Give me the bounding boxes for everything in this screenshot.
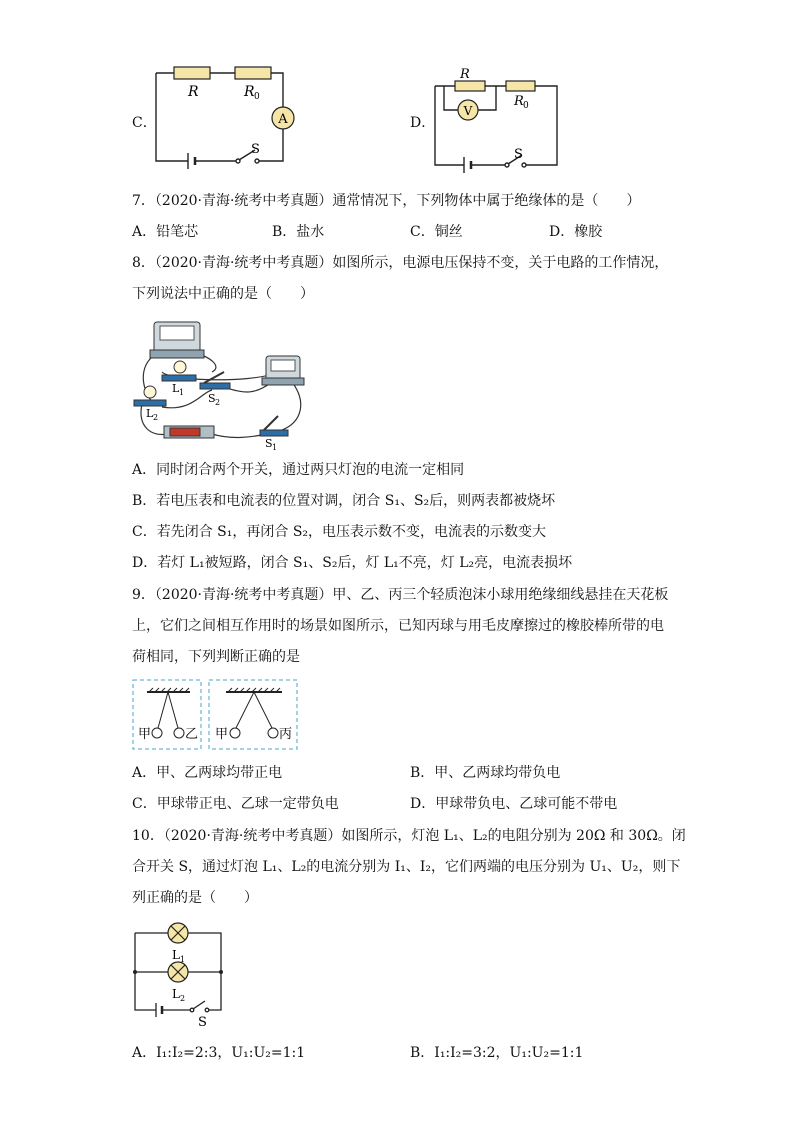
q10-option-b: B．I₁:I₂=3:2，U₁:U₂=1:1: [410, 1045, 584, 1061]
circuit-diagram-d: [430, 65, 565, 175]
label-bing: 丙: [279, 727, 293, 742]
ball-yi-icon: [174, 728, 184, 738]
resistor-r0: [235, 67, 271, 79]
resistor-r: [174, 67, 210, 79]
parallel-circuit-diagram: [132, 918, 232, 1028]
q9-stem-line1: 9．（2020·青海·统考中考真题）甲、乙、丙三个轻质泡沫小球用绝缘细线悬挂在天花板: [132, 587, 669, 603]
label-s1: S: [265, 437, 273, 450]
label-l2-sub: 2: [180, 994, 186, 1003]
q9-stem-line3: 荷相同，下列判断正确的是: [132, 649, 300, 665]
q7-option-a: A．铅笔芯: [132, 224, 199, 240]
switch-s1-icon: [260, 430, 288, 436]
q9-option-c: C．甲球带正电、乙球一定带负电: [132, 796, 339, 812]
lamp-l1-icon: [168, 923, 188, 943]
label-s1-sub: 1: [272, 443, 278, 452]
label-jia-left: 甲: [138, 727, 152, 742]
label-r: R: [188, 84, 199, 100]
hanging-balls-diagram: [132, 679, 302, 751]
ball-jia-icon: [152, 728, 162, 738]
label-switch-s: S: [198, 1015, 207, 1028]
q7-option-b: B．盐水: [272, 224, 325, 240]
voltmeter-label: V: [463, 104, 473, 118]
label-r0-sub: 0: [523, 101, 529, 111]
option-c-label: C．: [132, 115, 157, 131]
label-l1-sub: 1: [179, 388, 185, 397]
resistor-r0: [506, 81, 535, 91]
q10-stem-line2: 合开关 S，通过灯泡 L₁、L₂的电流分别为 I₁、I₂，它们两端的电压分别为 U₁、U₂，则下: [132, 859, 681, 875]
circuit-diagram-c: [150, 60, 310, 175]
q8-option-c: C．若先闭合 S₁，再闭合 S₂，电压表示数不变，电流表的示数变大: [132, 524, 547, 540]
label-r: R: [460, 67, 470, 82]
label-l2: L: [172, 987, 180, 1001]
label-s2-sub: 2: [215, 398, 221, 407]
q8-option-d: D．若灯 L₁被短路，闭合 S₁、S₂后，灯 L₁不亮，灯 L₂亮，电流表损坏: [132, 555, 573, 571]
resistor-r: [455, 81, 485, 91]
label-r0-sub: 0: [254, 92, 260, 102]
option-d-label: D．: [410, 115, 436, 131]
label-l2-sub: 2: [153, 413, 159, 422]
q9-stem-line2: 上，它们之间相互作用时的场景如图所示，已知丙球与用毛皮摩擦过的橡胶棒所带的电: [132, 618, 664, 634]
q7-stem: 7．（2020·青海·统考中考真题）通常情况下，下列物体中属于绝缘体的是（ ）: [132, 193, 641, 209]
q10-option-a: A．I₁:I₂=2:3，U₁:U₂=1:1: [132, 1045, 306, 1061]
q9-option-a: A．甲、乙两球均带正电: [132, 765, 283, 781]
label-r0: R: [514, 94, 524, 109]
label-s2: S: [208, 392, 216, 405]
label-l2: L: [146, 407, 154, 420]
q10-stem-line1: 10．（2020·青海·统考中考真题）如图所示，灯泡 L₁、L₂的电阻分别为 20Ω 和 30Ω。闭: [132, 828, 686, 844]
label-l1-sub: 1: [180, 955, 186, 964]
label-switch-s: S: [514, 147, 523, 162]
q8-option-b: B．若电压表和电流表的位置对调，闭合 S₁、S₂后，则两表都被烧坏: [132, 493, 556, 509]
q8-stem-line2: 下列说法中正确的是（ ）: [132, 286, 314, 302]
label-r0: R: [244, 84, 255, 100]
q9-option-b: B．甲、乙两球均带负电: [410, 765, 561, 781]
label-l1: L: [172, 948, 180, 962]
q7-option-d: D．橡胶: [549, 224, 603, 240]
ball-bing-icon: [268, 728, 278, 738]
label-yi: 乙: [185, 727, 199, 742]
ammeter-label: A: [278, 112, 288, 127]
q8-stem-line1: 8．（2020·青海·统考中考真题）如图所示，电源电压保持不变，关于电路的工作情况，: [132, 255, 669, 271]
bulb-l1-icon: [174, 361, 186, 373]
lamp-l2-icon: [168, 962, 188, 982]
physical-circuit-diagram: [132, 312, 307, 452]
ball-jia-icon: [230, 728, 240, 738]
bulb-l2-icon: [144, 386, 156, 398]
label-jia-right: 甲: [215, 727, 229, 742]
q8-option-a: A．同时闭合两个开关，通过两只灯泡的电流一定相同: [132, 462, 465, 478]
label-l1: L: [172, 382, 180, 395]
q10-stem-line3: 列正确的是（ ）: [132, 890, 258, 906]
q9-option-d: D．甲球带负电、乙球可能不带电: [410, 796, 618, 812]
q7-option-c: C．铜丝: [410, 224, 463, 240]
switch-s2-icon: [200, 383, 230, 389]
label-switch-s: S: [251, 142, 260, 157]
